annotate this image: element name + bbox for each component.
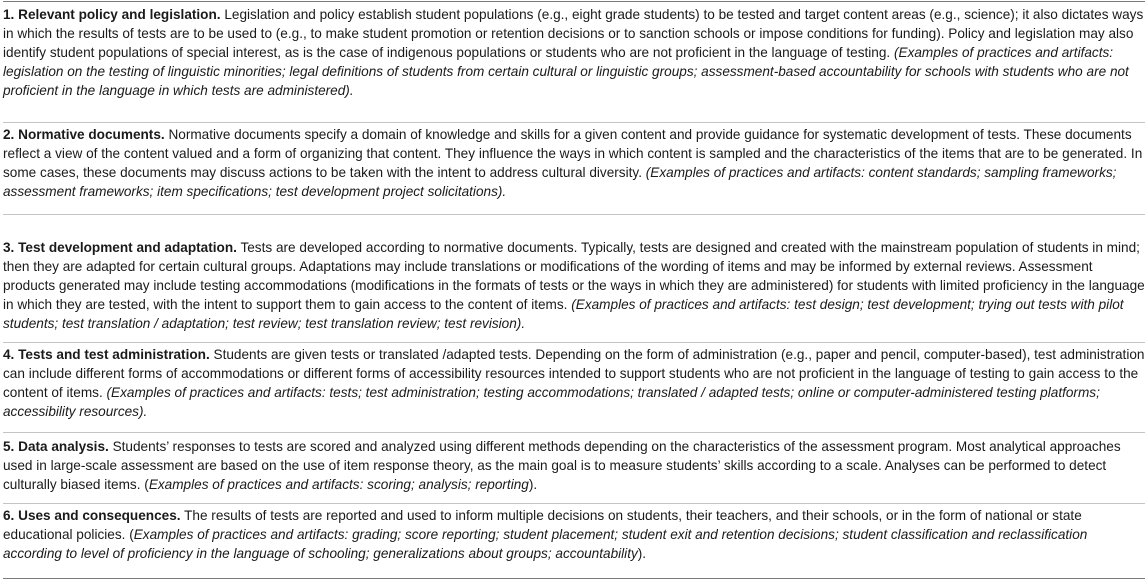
row-text — [3, 345, 1147, 421]
table-row-normative — [3, 125, 1147, 201]
row-examples: Examples of practices and artifacts: grading; score reporting; student placement; student exit and retention decisions; student classification and reclassification according to level of proficiency in the language of schooling; generalizations about groups; accountability — [3, 527, 1088, 561]
row-title: Test development and adaptation. — [18, 240, 237, 255]
row-examples: (Examples of practices and artifacts: test design; test development; trying out tests with pilot students; test translation / adaptation; test review; test translation review; test revision). — [3, 297, 1124, 331]
table-row-test-administration — [3, 345, 1147, 421]
table-top-rule — [3, 1, 1145, 2]
row-divider — [3, 503, 1145, 504]
table-row-uses — [3, 506, 1147, 563]
table-row-data-analysis — [3, 437, 1147, 494]
row-number: 1. — [3, 7, 15, 22]
row-divider — [3, 214, 1145, 215]
row-examples: (Examples of practices and artifacts: tests; test administration; testing accommodations; translated / adapted tests; online or computer-administered testing platforms; accessibility resources). — [3, 385, 1100, 419]
row-body: Students are given tests or translated /adapted tests. Depending on the form of administration (e.g., paper and pencil, computer-based), test administration can include different forms of accommodations or different forms of accessibility resources intended to support students who are not proficient in the language of testing to gain access to the content of items. — [3, 347, 1145, 400]
table-row-policy — [3, 5, 1147, 100]
row-divider — [3, 122, 1145, 123]
row-body: Legislation and policy establish student populations (e.g., eight grade students) to be tested and target content areas (e.g., science); it also dictates ways in which the results of tests are to be used to (e.g., to make student promotion or retention decisions or to sanction schools or impose conditions for funding). Policy and legislation may also identify student populations of special interest, as is the case of indigenous populations or students who are not proficient in the language of testing. — [3, 7, 1144, 60]
table-bottom-rule — [3, 578, 1145, 579]
row-title: Uses and consequences. — [18, 508, 181, 523]
row-text — [3, 125, 1147, 201]
row-number: 3. — [3, 240, 15, 255]
row-divider — [3, 342, 1145, 343]
row-body: Tests are developed according to normative documents. Typically, tests are designed and created with the mainstream population of students in mind; then they are adapted for certain cultural groups. Adaptations may include translations or modifications of the wording of items and may be informed by external reviews. Assessment products generated may include testing accommodations (modifications in the formats of tests or the ways in which they are administered) for students with limited proficiency in the language in which they are tested, with the intent to support them to gain access to the content of items. — [3, 240, 1145, 312]
row-number: 5. — [3, 439, 15, 454]
row-title: Data analysis. — [18, 439, 109, 454]
row-text — [3, 5, 1147, 100]
row-examples: (Examples of practices and artifacts: content standards; sampling frameworks; assessment frameworks; item specifications; test development project solicitations). — [3, 165, 1117, 199]
row-text — [3, 506, 1147, 563]
row-examples: (Examples of practices and artifacts: legislation on the testing of linguistic minorities; legal definitions of students from certain cultural or linguistic groups; assessment-based accountability for schools with students who are not proficient in the language in which tests are administered). — [3, 45, 1129, 98]
table-row-test-development — [3, 238, 1147, 333]
row-examples: Examples of practices and artifacts: scoring; analysis; reporting — [148, 477, 529, 492]
row-tail: ). — [528, 477, 538, 492]
row-title: Relevant policy and legislation. — [18, 7, 221, 22]
row-body: Students’ responses to tests are scored and analyzed using different methods depending on the characteristics of the assessment program. Most analytical approaches used in large-scale assessment are based on the use of item response theory, as the main goal is to measure students’ skills according to a scale. Analyses can be performed to detect culturally biased items. ( — [3, 439, 1121, 492]
row-number: 6. — [3, 508, 15, 523]
row-title: Normative documents. — [18, 127, 165, 142]
row-divider — [3, 432, 1145, 433]
row-body: Normative documents specify a domain of knowledge and skills for a given content and provide guidance for systematic development of tests. These documents reflect a view of the content valued and a form of organizing that content. They influence the ways in which content is sampled and the characteristics of the items that are to be generated. In some cases, these documents may discuss actions to be taken with the intent to address cultural diversity. — [3, 127, 1143, 180]
row-tail: ). — [637, 546, 647, 561]
row-text — [3, 437, 1147, 494]
row-text — [3, 238, 1147, 333]
row-body: The results of tests are reported and used to inform multiple decisions on students, their teachers, and their schools, or in the form of national or state educational policies. ( — [3, 508, 1082, 542]
row-number: 2. — [3, 127, 15, 142]
row-number: 4. — [3, 347, 15, 362]
row-title: Tests and test administration. — [18, 347, 210, 362]
